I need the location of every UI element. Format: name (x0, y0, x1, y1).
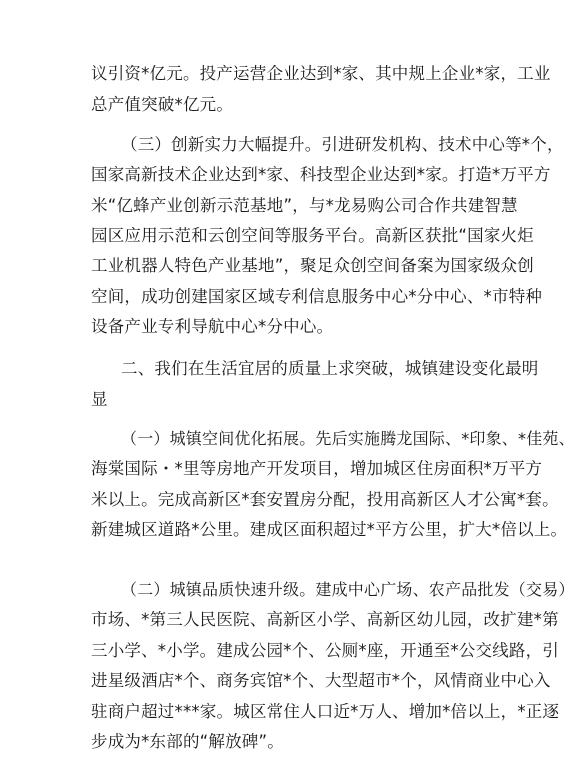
section-heading-line: （二）城镇品质快速升级。建成中心广场、农产品批发（交易） (121, 579, 575, 599)
text-line: 进星级酒店*个、商务宾馆*个、大型超市*个，风情商业中心入 (91, 671, 551, 690)
text-line: 三小学、*小学。建成公园*个、公厕*座，开通至*公交线路，引 (91, 640, 559, 660)
text-line: 议引资*亿元。投产运营企业达到*家、其中规上企业*家，工业 (91, 64, 551, 83)
text-line: 国家高新技术企业达到*家、科技型企业达到*家。打造*万平方 (91, 165, 551, 184)
text-line: 园区应用示范和云创空间等服务平台。高新区获批“国家火炬 (91, 225, 534, 245)
text-line: 驻商户超过***家。城区常住人口近*万人、增加*倍以上，*正逐 (91, 701, 560, 721)
section-heading-line: 显 (91, 389, 108, 409)
text-line: 海棠国际・*里等房地产开发项目，增加城区住房面积*万平方 (91, 459, 543, 479)
text-line: 米“亿蜂产业创新示范基地”，与*龙易购公司合作共建智慧 (91, 195, 518, 215)
text-line: 空间，成功创建国家区域专利信息服务中心*分中心、*市特种 (91, 286, 543, 306)
text-line: 米以上。完成高新区*套安置房分配，投用高新区人才公寓*套。 (91, 489, 559, 509)
section-heading-line: （一）城镇空间优化拓展。先后实施腾龙国际、*印象、*佳苑、 (121, 428, 575, 448)
text-line: 工业机器人特色产业基地”，聚足众创空间备案为国家级众创 (91, 256, 534, 276)
text-line: 总产值突破*亿元。 (91, 95, 234, 115)
section-heading-line: （三）创新实力大幅提升。引进研发机构、技术中心等*个， (121, 134, 564, 154)
text-line: 新建城区道路*公里。建成区面积超过*平方公里，扩大*倍以上。 (91, 520, 568, 540)
section-heading-line: 二、我们在生活宜居的质量上求突破，城镇建设变化最明 (121, 359, 539, 379)
text-line: 设备产业专利导航中心*分中心。 (91, 317, 334, 337)
text-line: 步成为*东部的“解放碑”。 (91, 732, 284, 751)
text-line: 市场、*第三人民医院、高新区小学、高新区幼儿园，改扩建*第 (91, 610, 559, 630)
